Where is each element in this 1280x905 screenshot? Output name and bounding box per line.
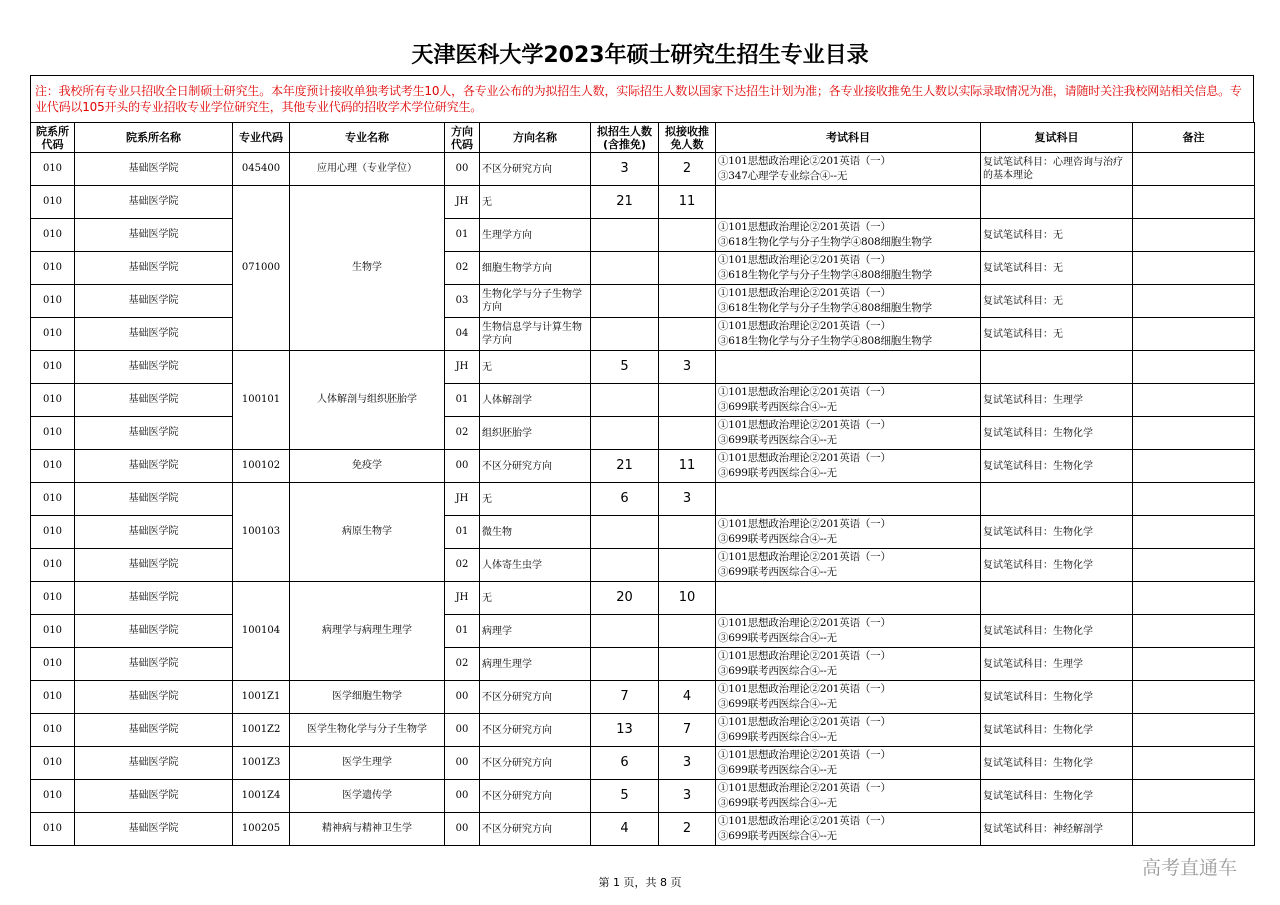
exempt-count-cell [659,318,716,351]
exam-subjects-cell [716,450,981,483]
table-row [31,648,1255,681]
exam-line-2: ③618生物化学与分子生物学④808细胞生物学 [718,236,932,248]
table-row [31,186,1255,219]
page-footer: 第 1 页，共 8 页 [598,876,682,889]
retest-subjects-cell: 复试笔试科目：无 [981,318,1133,351]
dept-name-cell: 基础医学院 [75,450,233,483]
retest-subjects-cell: 复试笔试科目：生理学 [981,384,1133,417]
dept-code-cell: 010 [31,483,75,516]
plan-count-cell: 6 [591,747,659,780]
table-row [31,714,1255,747]
table-row [31,582,1255,615]
major-code-cell: 100101 [233,351,290,450]
table-row [31,615,1255,648]
dir-code-cell: 02 [445,549,480,582]
header-dir-name: 方向名称 [480,123,591,153]
exempt-count-cell [659,285,716,318]
exam-line-2: ③699联考西医综合④--无 [718,731,837,743]
exam-subjects-cell [716,219,981,252]
plan-count-cell [591,417,659,450]
exempt-count-cell: 3 [659,780,716,813]
dir-name-cell: 无 [480,483,591,516]
major-name-cell: 医学生物化学与分子生物学 [290,714,445,747]
dept-code-cell: 010 [31,285,75,318]
plan-count-cell [591,615,659,648]
dir-name-cell: 生物化学与分子生物学方向 [480,285,591,318]
exempt-count-cell: 11 [659,450,716,483]
exempt-count-cell: 2 [659,813,716,846]
dir-code-cell: 01 [445,384,480,417]
exam-line-2: ③618生物化学与分子生物学④808细胞生物学 [718,302,932,314]
dept-code-cell: 010 [31,714,75,747]
dir-name-cell: 不区分研究方向 [480,153,591,186]
table-row [31,780,1255,813]
exempt-count-cell: 10 [659,582,716,615]
retest-subjects-cell [981,351,1133,384]
exam-subjects-cell [716,747,981,780]
dir-code-cell: JH [445,582,480,615]
plan-count-cell: 21 [591,186,659,219]
dept-name-cell: 基础医学院 [75,516,233,549]
retest-subjects-cell: 复试笔试科目：生物化学 [981,417,1133,450]
catalog-sheet [30,75,1254,846]
retest-subjects-cell: 复试笔试科目：生理学 [981,648,1133,681]
page-title: 天津医科大学2023年硕士研究生招生专业目录 [411,43,869,68]
exam-line-1: ①101思想政治理论②201英语（一） [718,452,891,464]
dept-name-cell: 基础医学院 [75,483,233,516]
major-code-cell: 1001Z4 [233,780,290,813]
table-row [31,384,1255,417]
exam-subjects-cell [716,780,981,813]
exam-line-1: ①101思想政治理论②201英语（一） [718,221,891,233]
dir-name-cell: 无 [480,186,591,219]
remark-cell [1133,285,1255,318]
dir-name-cell: 人体解剖学 [480,384,591,417]
remark-cell [1133,450,1255,483]
table-row [31,813,1255,846]
exam-subjects-cell [716,516,981,549]
dir-name-cell: 无 [480,582,591,615]
exam-subjects-cell [716,714,981,747]
dept-name-cell: 基础医学院 [75,186,233,219]
exam-line-2: ③618生物化学与分子生物学④808细胞生物学 [718,335,932,347]
dept-name-cell: 基础医学院 [75,252,233,285]
exam-subjects-cell [716,153,981,186]
dir-code-cell: 00 [445,813,480,846]
retest-subjects-cell [981,582,1133,615]
exam-subjects-cell [716,318,981,351]
dept-code-cell: 010 [31,417,75,450]
major-code-cell: 1001Z3 [233,747,290,780]
dir-name-cell: 无 [480,351,591,384]
remark-cell [1133,681,1255,714]
exam-line-2: ③699联考西医综合④--无 [718,830,837,842]
exam-line-1: ①101思想政治理论②201英语（一） [718,782,891,794]
exempt-count-cell: 2 [659,153,716,186]
remark-cell [1133,153,1255,186]
remark-cell [1133,516,1255,549]
dept-code-cell: 010 [31,516,75,549]
table-row [31,153,1255,186]
dir-name-cell: 不区分研究方向 [480,747,591,780]
remark-cell [1133,648,1255,681]
dept-name-cell: 基础医学院 [75,813,233,846]
table-row [31,450,1255,483]
major-code-cell: 1001Z2 [233,714,290,747]
exam-line-1: ①101思想政治理论②201英语（一） [718,650,891,662]
exam-line-1: ①101思想政治理论②201英语（一） [718,254,891,266]
remark-cell [1133,417,1255,450]
exam-line-1: ①101思想政治理论②201英语（一） [718,617,891,629]
dept-code-cell: 010 [31,681,75,714]
major-name-cell: 应用心理（专业学位） [290,153,445,186]
exam-line-2: ③699联考西医综合④--无 [718,566,837,578]
major-code-cell: 100103 [233,483,290,582]
table-row [31,681,1255,714]
remark-cell [1133,186,1255,219]
dir-code-cell: JH [445,351,480,384]
exam-subjects-cell [716,615,981,648]
major-name-cell: 病理学与病理生理学 [290,582,445,681]
dept-code-cell: 010 [31,450,75,483]
dir-code-cell: 04 [445,318,480,351]
major-name-cell: 医学生理学 [290,747,445,780]
dept-name-cell: 基础医学院 [75,318,233,351]
dept-name-cell: 基础医学院 [75,153,233,186]
dir-code-cell: 00 [445,450,480,483]
remark-cell [1133,780,1255,813]
exam-subjects-cell [716,813,981,846]
header-exempt: 拟接收推免人数 [659,123,716,153]
exam-subjects-cell [716,252,981,285]
remark-cell [1133,252,1255,285]
dept-name-cell: 基础医学院 [75,219,233,252]
exempt-count-cell [659,417,716,450]
header-retest: 复试科目 [981,123,1133,153]
dir-name-cell: 人体寄生虫学 [480,549,591,582]
plan-count-cell [591,384,659,417]
dir-code-cell: 02 [445,252,480,285]
exam-line-2: ③699联考西医综合④--无 [718,401,837,413]
table-row [31,516,1255,549]
major-code-cell: 100102 [233,450,290,483]
major-code-cell: 100205 [233,813,290,846]
exempt-count-cell: 7 [659,714,716,747]
exam-line-2: ③699联考西医综合④--无 [718,434,837,446]
major-name-cell: 生物学 [290,186,445,351]
dir-code-cell: JH [445,483,480,516]
remark-cell [1133,813,1255,846]
header-dir-code: 方向代码 [445,123,480,153]
exam-line-1: ①101思想政治理论②201英语（一） [718,551,891,563]
remark-cell [1133,219,1255,252]
dept-name-cell: 基础医学院 [75,747,233,780]
retest-subjects-cell [981,186,1133,219]
exam-line-1: ①101思想政治理论②201英语（一） [718,155,891,167]
exam-subjects-cell [716,186,981,219]
plan-count-cell: 21 [591,450,659,483]
notice-text: 注：我校所有专业只招收全日制硕士研究生。本年度预计接收单独考试考生10人，各专业公布的为拟招生人数，实际招生人数以国家下达招生计划为准；各专业接收推免生人数以实际录取情况为准，请随时关注我校网站相关信息。专业代码以105开头的专业招收专业学位研究生，其他专业代码的招收学术学位研究生。 [30,75,1254,122]
exam-subjects-cell [716,648,981,681]
retest-subjects-cell: 复试笔试科目：无 [981,252,1133,285]
table-row [31,417,1255,450]
exam-line-2: ③699联考西医综合④--无 [718,665,837,677]
table-row [31,318,1255,351]
dir-code-cell: JH [445,186,480,219]
catalog-table [30,122,1255,846]
exam-line-1: ①101思想政治理论②201英语（一） [718,386,891,398]
retest-subjects-cell: 复试笔试科目：神经解剖学 [981,813,1133,846]
plan-count-cell: 13 [591,714,659,747]
dir-name-cell: 不区分研究方向 [480,813,591,846]
plan-count-cell: 7 [591,681,659,714]
watermark: 高考直通车 [1142,857,1238,879]
exam-line-2: ③699联考西医综合④--无 [718,764,837,776]
table-row [31,351,1255,384]
dept-code-cell: 010 [31,747,75,780]
remark-cell [1133,384,1255,417]
exam-line-1: ①101思想政治理论②201英语（一） [718,320,891,332]
exempt-count-cell [659,384,716,417]
dept-code-cell: 010 [31,318,75,351]
dept-code-cell: 010 [31,549,75,582]
remark-cell [1133,582,1255,615]
header-dept-code: 院系所代码 [31,123,75,153]
retest-subjects-cell [981,483,1133,516]
exam-line-2: ③699联考西医综合④--无 [718,698,837,710]
dept-code-cell: 010 [31,351,75,384]
dept-code-cell: 010 [31,252,75,285]
major-code-cell: 100104 [233,582,290,681]
dir-name-cell: 不区分研究方向 [480,714,591,747]
exam-line-2: ③699联考西医综合④--无 [718,797,837,809]
dept-name-cell: 基础医学院 [75,681,233,714]
dept-code-cell: 010 [31,186,75,219]
table-row [31,219,1255,252]
remark-cell [1133,483,1255,516]
exempt-count-cell [659,252,716,285]
remark-cell [1133,747,1255,780]
plan-count-cell [591,648,659,681]
dept-code-cell: 010 [31,813,75,846]
table-row [31,285,1255,318]
dir-code-cell: 00 [445,714,480,747]
remark-cell [1133,351,1255,384]
retest-subjects-cell: 复试笔试科目：生物化学 [981,681,1133,714]
plan-count-cell [591,219,659,252]
header-major-name: 专业名称 [290,123,445,153]
dir-name-cell: 细胞生物学方向 [480,252,591,285]
exam-line-2: ③699联考西医综合④--无 [718,467,837,479]
dir-name-cell: 病理生理学 [480,648,591,681]
dept-code-cell: 010 [31,582,75,615]
exempt-count-cell [659,219,716,252]
dir-code-cell: 02 [445,417,480,450]
exam-line-1: ①101思想政治理论②201英语（一） [718,419,891,431]
dept-code-cell: 010 [31,780,75,813]
plan-count-cell: 5 [591,351,659,384]
dir-code-cell: 00 [445,780,480,813]
header-exam: 考试科目 [716,123,981,153]
exam-subjects-cell [716,582,981,615]
header-row [31,123,1255,153]
exempt-count-cell [659,549,716,582]
dept-name-cell: 基础医学院 [75,615,233,648]
dept-name-cell: 基础医学院 [75,549,233,582]
dir-name-cell: 组织胚胎学 [480,417,591,450]
dept-code-cell: 010 [31,615,75,648]
dir-name-cell: 生理学方向 [480,219,591,252]
table-row [31,483,1255,516]
table-row [31,747,1255,780]
major-code-cell: 071000 [233,186,290,351]
exempt-count-cell: 3 [659,483,716,516]
plan-count-cell [591,318,659,351]
retest-subjects-cell: 复试笔试科目：无 [981,219,1133,252]
exam-line-1: ①101思想政治理论②201英语（一） [718,287,891,299]
dept-name-cell: 基础医学院 [75,582,233,615]
table-row [31,549,1255,582]
exam-subjects-cell [716,384,981,417]
plan-count-cell: 3 [591,153,659,186]
retest-subjects-cell: 复试笔试科目：生物化学 [981,516,1133,549]
dir-code-cell: 01 [445,615,480,648]
major-code-cell: 1001Z1 [233,681,290,714]
dept-code-cell: 010 [31,648,75,681]
header-major-code: 专业代码 [233,123,290,153]
retest-subjects-cell: 复试笔试科目：生物化学 [981,714,1133,747]
dir-code-cell: 03 [445,285,480,318]
exempt-count-cell: 11 [659,186,716,219]
retest-subjects-cell: 复试笔试科目：生物化学 [981,747,1133,780]
dir-code-cell: 00 [445,681,480,714]
plan-count-cell [591,549,659,582]
exam-subjects-cell [716,549,981,582]
exam-line-2: ③347心理学专业综合④--无 [718,170,848,182]
dept-name-cell: 基础医学院 [75,714,233,747]
dept-name-cell: 基础医学院 [75,417,233,450]
dept-name-cell: 基础医学院 [75,648,233,681]
retest-subjects-cell: 复试笔试科目：生物化学 [981,780,1133,813]
major-name-cell: 人体解剖与组织胚胎学 [290,351,445,450]
remark-cell [1133,615,1255,648]
dir-name-cell: 生物信息学与计算生物学方向 [480,318,591,351]
exam-line-1: ①101思想政治理论②201英语（一） [718,749,891,761]
exempt-count-cell: 4 [659,681,716,714]
retest-subjects-cell: 复试笔试科目：生物化学 [981,615,1133,648]
dir-name-cell: 微生物 [480,516,591,549]
major-name-cell: 病原生物学 [290,483,445,582]
plan-count-cell: 6 [591,483,659,516]
dept-name-cell: 基础医学院 [75,780,233,813]
dir-name-cell: 不区分研究方向 [480,681,591,714]
dept-name-cell: 基础医学院 [75,285,233,318]
exam-line-2: ③699联考西医综合④--无 [718,632,837,644]
exam-line-2: ③699联考西医综合④--无 [718,533,837,545]
exam-line-2: ③618生物化学与分子生物学④808细胞生物学 [718,269,932,281]
dir-name-cell: 不区分研究方向 [480,450,591,483]
exam-line-1: ①101思想政治理论②201英语（一） [718,716,891,728]
major-name-cell: 精神病与精神卫生学 [290,813,445,846]
exam-line-1: ①101思想政治理论②201英语（一） [718,518,891,530]
exempt-count-cell: 3 [659,351,716,384]
plan-count-cell [591,252,659,285]
plan-count-cell: 4 [591,813,659,846]
dir-code-cell: 01 [445,219,480,252]
dept-code-cell: 010 [31,219,75,252]
retest-subjects-cell: 复试笔试科目：生物化学 [981,450,1133,483]
dir-code-cell: 00 [445,153,480,186]
exam-line-1: ①101思想政治理论②201英语（一） [718,815,891,827]
exam-subjects-cell [716,351,981,384]
exam-subjects-cell [716,417,981,450]
major-name-cell: 免疫学 [290,450,445,483]
exam-subjects-cell [716,681,981,714]
remark-cell [1133,714,1255,747]
dept-code-cell: 010 [31,153,75,186]
exam-line-1: ①101思想政治理论②201英语（一） [718,683,891,695]
exempt-count-cell [659,516,716,549]
dept-name-cell: 基础医学院 [75,351,233,384]
major-name-cell: 医学细胞生物学 [290,681,445,714]
header-remark: 备注 [1133,123,1255,153]
exam-subjects-cell [716,285,981,318]
table-row [31,252,1255,285]
exempt-count-cell: 3 [659,747,716,780]
dir-name-cell: 不区分研究方向 [480,780,591,813]
dir-name-cell: 病理学 [480,615,591,648]
dir-code-cell: 01 [445,516,480,549]
plan-count-cell: 5 [591,780,659,813]
catalog-body [31,153,1255,846]
dir-code-cell: 02 [445,648,480,681]
exempt-count-cell [659,615,716,648]
dept-name-cell: 基础医学院 [75,384,233,417]
major-code-cell: 045400 [233,153,290,186]
retest-subjects-cell: 复试笔试科目：无 [981,285,1133,318]
remark-cell [1133,549,1255,582]
exam-subjects-cell [716,483,981,516]
plan-count-cell [591,285,659,318]
major-name-cell: 医学遗传学 [290,780,445,813]
remark-cell [1133,318,1255,351]
dept-code-cell: 010 [31,384,75,417]
header-dept-name: 院系所名称 [75,123,233,153]
exempt-count-cell [659,648,716,681]
retest-subjects-cell: 复试笔试科目：生物化学 [981,549,1133,582]
header-plan: 拟招生人数(含推免) [591,123,659,153]
dir-code-cell: 00 [445,747,480,780]
retest-subjects-cell: 复试笔试科目：心理咨询与治疗的基本理论 [981,153,1133,186]
plan-count-cell [591,516,659,549]
plan-count-cell: 20 [591,582,659,615]
